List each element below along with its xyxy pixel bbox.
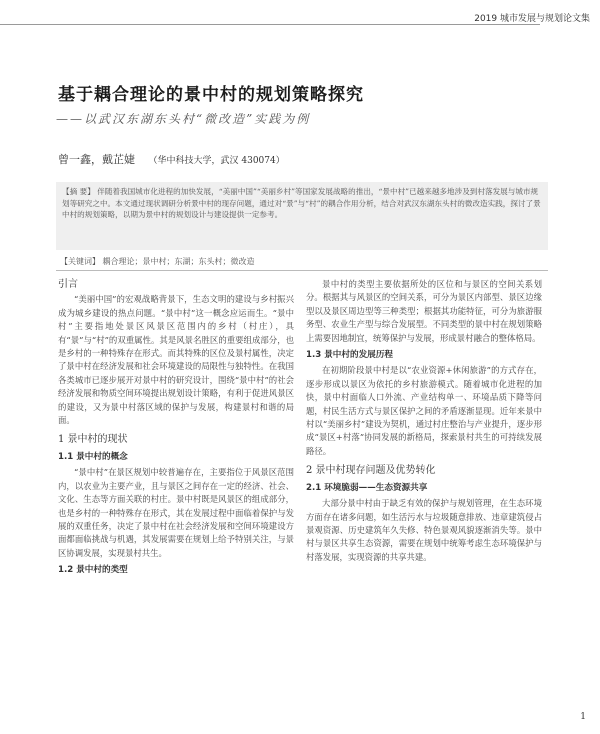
right-column <box>306 278 542 565</box>
intro-paragraph: “美丽中国”的宏观战略背景下，生态文明的建设与乡村振兴成为城乡建设的热点问题。“景中村”这一概念应运而生。“景中村”主要指地处景区风景区范围内的乡村（村庄），具有“景”与“村”的双重属性。其是风景名胜区的重要组成部分，也是乡村的一种特殊存在形式。而其特殊的区位及景村属性，决定了景中村在经济发展和社会环境建设的局限性与独特性。在我国各类城市已逐步展开对景中村的研究设计，围绕“景中村”的社会经济发展和物质空间环境提出规划设计策略，有利于促进风景区的建设，又为景中村落区域的保护与发展，构建景村和谐的局面。 <box>58 294 294 426</box>
running-head-text: 2019 城市发展与规划论文集 <box>474 14 590 24</box>
page-number: 1 <box>580 712 586 722</box>
subsection-heading-1-2: 1.2 景中村的类型 <box>58 565 128 576</box>
keywords: 【关键词】 耦合理论；景中村；东湖；东头村；微改造 <box>60 257 255 266</box>
abstract-text: 【摘 要】 伴随着我国城市化进程的加快发展，“美丽中国”“美丽乡村”等国家发展战略的推出，“景中村”已越来越多地涉及到村落发展与城市规划等研究之中。本文通过现状调研分析景中村的现存问题，通过对“景”与“村”的耦合作用分析，结合对武汉东湖东头村的微改造实践，探讨了景中村的规划策略，以期为景中村的规划设计与建设提供一定参考。 <box>62 187 541 219</box>
header-rule <box>0 24 540 25</box>
abstract-box <box>56 182 548 250</box>
paragraph-continued: 景中村的类型主要依据所处的区位和与景区的空间关系划分。根据其与风景区的空间关系，可分为景区内部型、景区边缘型以及景区周边型等三种类型；根据其功能特征，可分为旅游服务型、农业生产型与综合发展型。不同类型的景中村在规划策略上需要因地制宜，统筹保护与发展，形成景村融合的整体格局。 <box>306 279 542 343</box>
running-head <box>0 10 600 28</box>
section-divider <box>56 270 548 271</box>
section-heading-1: 1 景中村的现状 <box>58 434 128 446</box>
subsection-heading-1-3: 1.3 景中村的发展历程 <box>306 350 393 361</box>
paper-title: 基于耦合理论的景中村的规划策略探究 <box>58 85 364 105</box>
paragraph-2-1: 大部分景中村由于缺乏有效的保护与规划管理，在生态环境方面存在诸多问题，如生活污水与垃圾随意排放、违章建筑侵占景观资源、历史建筑年久失修、特色景观风貌逐渐消失等。景中村与景区共享生态资源，需要在规划中统筹考虑生态环境保护与村落发展，实现资源的共享共建。 <box>306 498 542 562</box>
paragraph-1-1: “景中村”在景区规划中较普遍存在，主要指位于风景区范围内，以农业为主要产业，且与景区之间存在一定的经济、社会、文化、生态等方面关联的村庄。景中村既是风景区的组成部分，也是乡村的一种特殊存在形式，其在发展过程中面临着保护与发展的双重任务，决定了景中村在社会经济发展和空间环境建设方面都面临挑战与机遇，其发展需要在规划上给予特别关注，与景区协调发展，实现景村共生。 <box>58 467 294 558</box>
paragraph-1-3: 在初期阶段景中村是以“农业资源+休闲旅游”的方式存在，逐步形成以景区为依托的乡村旅游模式。随着城市化进程的加快，景中村面临人口外流、产业结构单一、环境品质下降等问题，村民生活方式与景区保护之间的矛盾逐渐显现。近年来景中村以“美丽乡村”建设为契机，通过村庄整治与产业提升，逐步形成“景区+村落”协同发展的新格局，探索景村共生的可持续发展路径。 <box>306 365 542 456</box>
paper-subtitle: ——以武汉东湖东头村“微改造”实践为例 <box>56 112 311 126</box>
subsection-heading-1-1: 1.1 景中村的概念 <box>58 451 128 462</box>
author-names: 曾一鑫，戴芷婕 <box>58 153 135 166</box>
section-heading-2: 2 景中村现存问题及优势转化 <box>306 465 436 477</box>
author-line <box>58 151 558 167</box>
left-column <box>58 278 294 580</box>
intro-heading: 引言 <box>58 279 78 290</box>
author-affiliation: （华中科技大学，武汉 430074） <box>148 156 285 166</box>
subsection-heading-2-1: 2.1 环境脆弱——生态资源共享 <box>306 482 428 493</box>
